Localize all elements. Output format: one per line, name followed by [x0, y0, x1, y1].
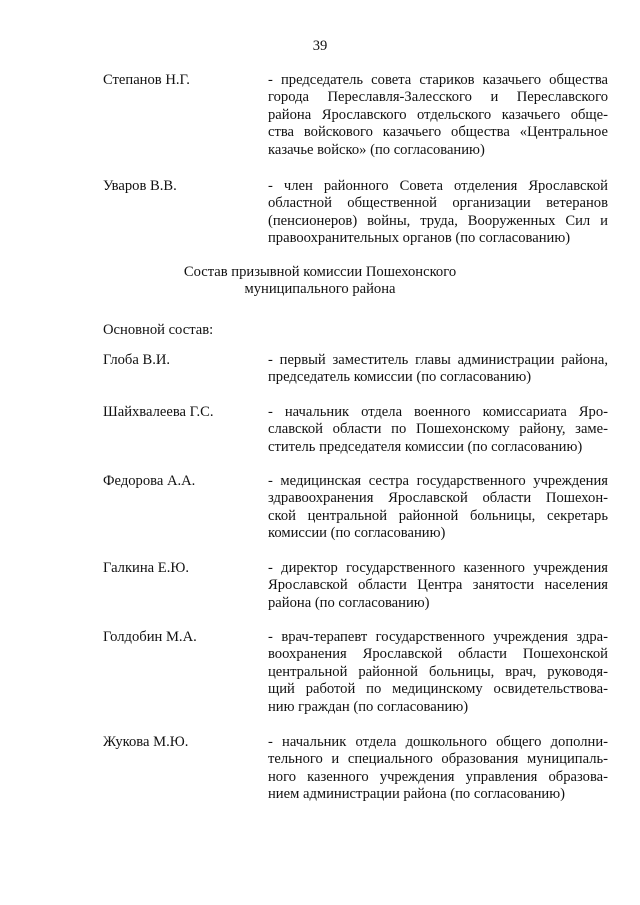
role-line: щий работой по медицинскому освидетельствова-	[268, 681, 608, 698]
role-line: района Ярославского отдельского казачьего обще-	[268, 106, 608, 123]
role-line: города Переславля-Залесского и Переславского	[268, 89, 608, 106]
member-name: Степанов Н.Г.	[103, 72, 190, 88]
role-line: председатель комиссии (по согласованию)	[268, 369, 532, 386]
member-role	[268, 404, 608, 456]
member-name: Шайхвалеева Г.С.	[103, 404, 214, 420]
member-name: Жукова М.Ю.	[103, 734, 189, 750]
member-role	[268, 629, 608, 716]
member-name: Федорова А.А.	[103, 473, 196, 489]
role-line: центральной районной больницы, врач, руководя-	[268, 663, 608, 680]
role-line: - председатель совета стариков казачьего общества	[268, 72, 608, 88]
member-role	[268, 72, 608, 159]
section-heading-line: муниципального района	[244, 281, 396, 298]
section-heading-line: Состав призывной комиссии Пошехонского	[183, 264, 457, 280]
role-line: нием администрации района (по согласованию)	[268, 786, 565, 803]
member-name: Уваров В.В.	[103, 178, 177, 194]
role-line: комиссии (по согласованию)	[268, 525, 446, 542]
role-line: - медицинская сестра государственного учреждения	[268, 473, 608, 489]
role-line: ской центральной районной больницы, секретарь	[268, 507, 608, 524]
member-name: Галкина Е.Ю.	[103, 560, 190, 576]
role-line: воохранения Ярославской области Пошехонской	[268, 646, 608, 663]
member-role	[268, 178, 608, 248]
role-line: - директор государственного казенного учреждения	[268, 560, 608, 576]
role-line: - первый заместитель главы администрации района,	[268, 352, 608, 368]
role-line: ного казенного учреждения управления образова-	[268, 768, 608, 785]
role-line: - начальник отдела дошкольного общего дополни-	[268, 734, 608, 750]
member-role	[268, 352, 608, 387]
member-name: Глоба В.И.	[103, 352, 171, 368]
role-line: - начальник отдела военного комиссариата Яро-	[268, 404, 608, 420]
role-line: нию граждан (по согласованию)	[268, 698, 469, 715]
role-line: - врач-терапевт государственного учреждения здра-	[268, 629, 608, 645]
role-line: (пенсионеров) войны, труда, Вооруженных Сил и	[268, 212, 608, 229]
section-heading	[0, 264, 640, 299]
role-line: здравоохранения Ярославской области Пошехон-	[268, 490, 608, 507]
role-line: - член районного Совета отделения Ярославской	[268, 178, 608, 194]
section-subheading: Основной состав:	[103, 322, 214, 338]
member-role	[268, 473, 608, 543]
role-line: района (по согласованию)	[268, 594, 430, 611]
role-line: ства войскового казачьего общества «Центральное	[268, 124, 608, 141]
member-role	[268, 734, 608, 804]
role-line: Ярославской области Центра занятости населения	[268, 577, 608, 594]
role-line: тельного и специального образования муниципаль-	[268, 751, 608, 768]
page-number: 39	[312, 38, 328, 54]
member-name: Голдобин М.А.	[103, 629, 197, 645]
role-line: ститель председателя комиссии (по согласованию)	[268, 438, 583, 455]
role-line: казачье войско» (по согласованию)	[268, 141, 485, 158]
role-line: славской области по Пошехонскому району, заме-	[268, 421, 608, 438]
role-line: областной общественной организации ветеранов	[268, 195, 608, 212]
role-line: правоохранительных органов (по согласованию)	[268, 230, 571, 247]
member-role	[268, 560, 608, 612]
